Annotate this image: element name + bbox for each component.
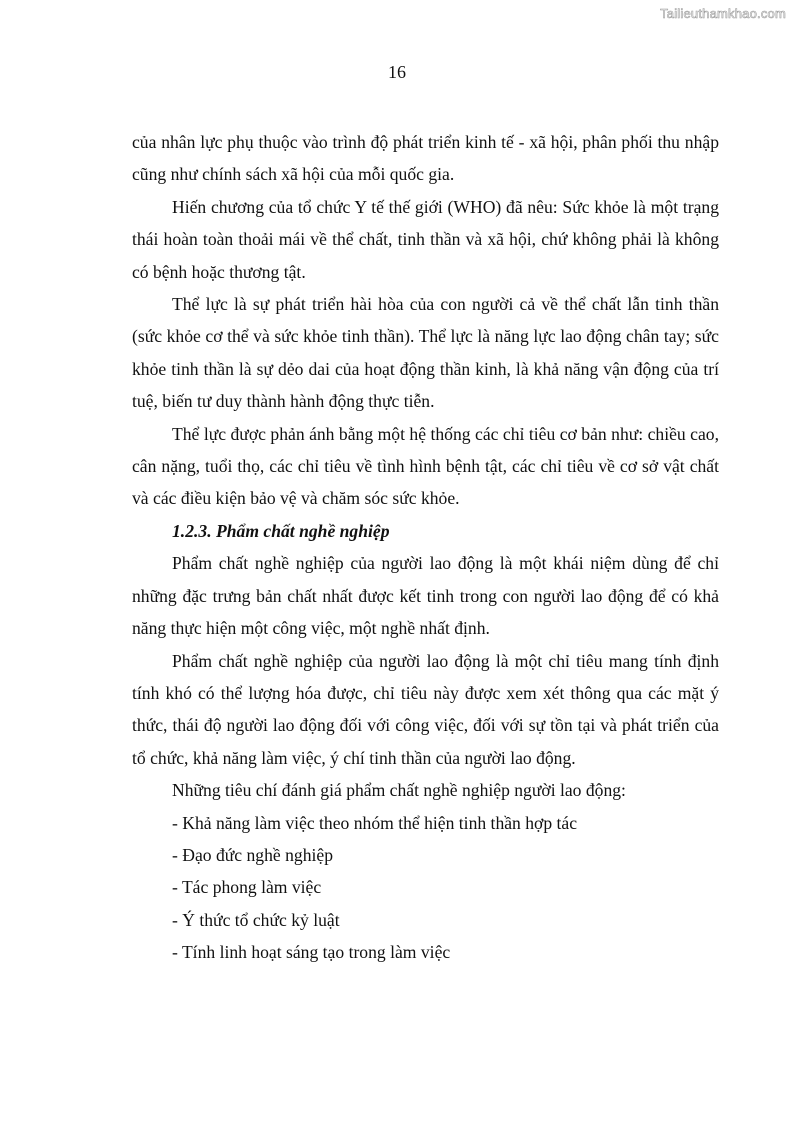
paragraph-continuation: của nhân lực phụ thuộc vào trình độ phát triển kinh tế - xã hội, phân phối thu nhập cũng như chính sách xã hội của mỗi quốc gia. xyxy=(132,132,719,185)
paragraph-professional-quality-definition: Phẩm chất nghề nghiệp của người lao động là một khái niệm dùng để chỉ những đặc trưng bản chất nhất được kết tinh trong con người lao động để có khả năng thực hiện một công việc, một nghề nhất định. xyxy=(132,553,719,639)
page-body xyxy=(132,126,719,969)
page-number: 16 xyxy=(388,62,406,82)
paragraph-professional-quality-assessment: Phẩm chất nghề nghiệp của người lao động là một chỉ tiêu mang tính định tính khó có thể lượng hóa được, chỉ tiêu này được xem xét thông qua các mặt ý thức, thái độ người lao động đối với công việc, đối với sự tồn tại và phát triển của tổ chức, khả năng làm việc, ý chí tinh thần của người lao động. xyxy=(132,650,719,768)
criteria-item: - Tác phong làm việc xyxy=(172,877,322,898)
criteria-item: - Ý thức tổ chức kỷ luật xyxy=(172,909,340,930)
paragraph-criteria-intro: Những tiêu chí đánh giá phẩm chất nghề nghiệp người lao động: xyxy=(172,780,626,801)
paragraph-physical-strength: Thể lực là sự phát triển hài hòa của con người cả về thể chất lẫn tinh thần (sức khỏe cơ thể và sức khỏe tinh thần). Thể lực là năng lực lao động chân tay; sức khỏe tinh thần là sự dẻo dai của hoạt động thần kinh, là khả năng vận động của trí tuệ, biến tư duy thành hành động thực tiễn. xyxy=(132,294,719,412)
paragraph-physical-indicators: Thể lực được phản ánh bằng một hệ thống các chỉ tiêu cơ bản như: chiều cao, cân nặng, tuổi thọ, các chỉ tiêu về tình hình bệnh tật, các chỉ tiêu về cơ sở vật chất và các điều kiện bảo vệ và chăm sóc sức khỏe. xyxy=(132,423,719,509)
criteria-item: - Đạo đức nghề nghiệp xyxy=(172,844,333,865)
section-heading: 1.2.3. Phẩm chất nghề nghiệp xyxy=(172,520,390,541)
paragraph-who-definition: Hiến chương của tổ chức Y tế thế giới (WHO) đã nêu: Sức khỏe là một trạng thái hoàn toàn thoải mái về thể chất, tinh thần và xã hội, chứ không phải là không có bệnh hoặc thương tật. xyxy=(132,196,719,282)
criteria-item: - Khả năng làm việc theo nhóm thể hiện tinh thần hợp tác xyxy=(172,812,578,833)
watermark: Tailieuthamkhao.com xyxy=(660,6,786,21)
criteria-item: - Tính linh hoạt sáng tạo trong làm việc xyxy=(172,942,451,963)
